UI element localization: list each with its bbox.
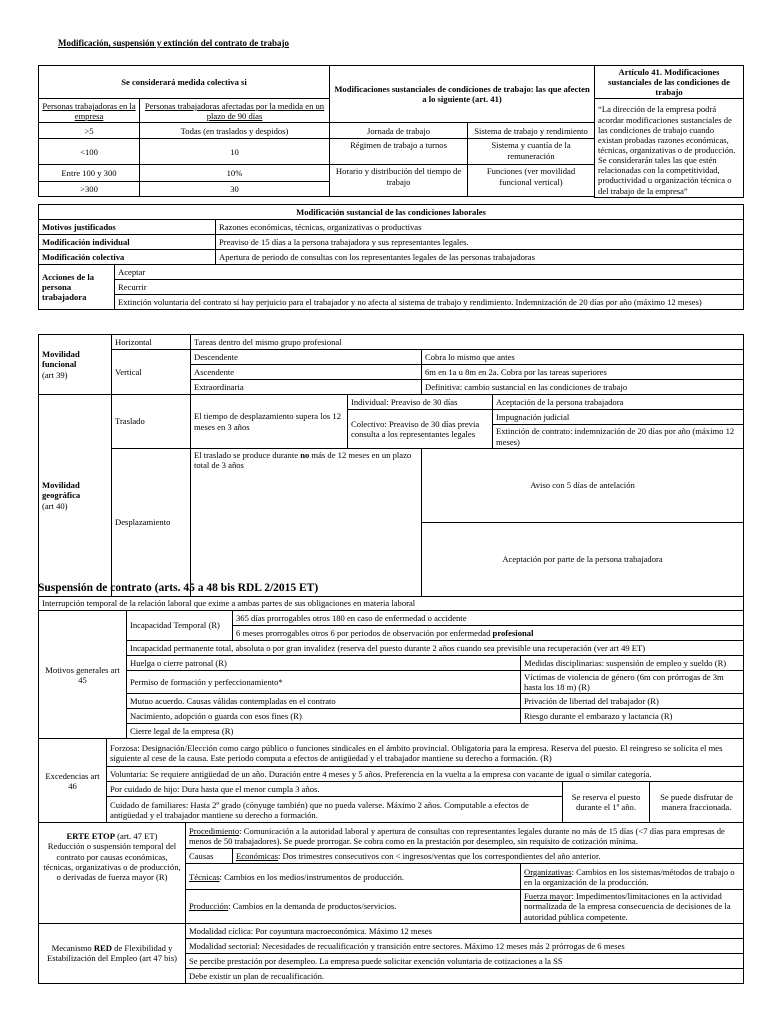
hijo: Por cuidado de hijo: Dura hasta que el menor cumpla 3 años. bbox=[107, 782, 563, 797]
cell: <100 bbox=[39, 139, 140, 165]
cell: >5 bbox=[39, 123, 140, 139]
motivo: Nacimiento, adopción o guarda con esos fines (R) bbox=[127, 709, 521, 724]
row-label: Modificación individual bbox=[39, 235, 216, 250]
accion-item: Aceptar bbox=[115, 265, 744, 280]
erte-label: ERTE ETOP (art. 47 ET) Reducción o suspensión temporal del contrato por causas económicas, técnicas, organizativas o de producción, o derivadas de fuerza mayor (R) bbox=[39, 823, 186, 923]
traslado-text: El tiempo de desplazamiento supera los 12 meses en 3 años bbox=[191, 395, 348, 449]
mod-item: Sistema y cuantía de la remuneración bbox=[468, 139, 595, 165]
cell: >300 bbox=[39, 181, 140, 196]
acciones-label: Acciones de la persona trabajadora bbox=[39, 265, 115, 310]
mod-item: Horario y distribución del tiempo de trabajo bbox=[330, 165, 468, 196]
it-row: 6 meses prorrogables otros 6 por periodos de observación por enfermedad profesional bbox=[233, 626, 744, 641]
mf-art: (art 39) bbox=[42, 369, 68, 380]
colectivo: Colectivo: Preaviso de 30 días previa consulta a los representantes legales bbox=[348, 410, 493, 449]
row-value: Preaviso de 15 días a la persona trabajadora y sus representantes legales. bbox=[216, 235, 744, 250]
row-label: Modificación colectiva bbox=[39, 250, 216, 265]
suspension-title: Suspensión de contrato (arts. 45 a 48 bis RDL 2/2015 ET) bbox=[38, 582, 319, 594]
ipt-row: Incapacidad permanente total, absoluta o por gran invalidez (reserva del puesto durante 2 años cuando sea previsible una recuperación (ver art 49 ET) bbox=[127, 641, 744, 656]
mod-item: Régimen de trabajo a turnos bbox=[330, 139, 468, 165]
cell: 6m en 1a u 8m en 2a. Cobra por las tareas superiores bbox=[422, 365, 744, 380]
familiares: Cuidado de familiares: Hasta 2º grado (cónyuge también) que no pueda valerse. Máximo 2 años. Computable a efectos de antigüedad y el trabajador mantiene su derecho a formación. bbox=[107, 797, 563, 823]
vertical-label: Vertical bbox=[112, 350, 191, 395]
mod-sust-header: Modificación sustancial de las condiciones laborales bbox=[39, 205, 744, 220]
mg-label: Movilidad geográfica bbox=[42, 480, 81, 501]
colectiva-header: Se considerará medida colectiva si bbox=[39, 66, 330, 99]
cell: Extraordinaria bbox=[191, 380, 422, 395]
art41-text: “La dirección de la empresa podrá acordar modificaciones sustanciales de las condiciones de trabajo cuando existan probadas razones económicas, técnicas, organizativas o de producción. Se considerarán tales las que estén relacionadas con la competitividad, productividad u organización técnica o del trabajo de la empresa” bbox=[595, 99, 744, 197]
produccion: Producción: Cambios en la demanda de productos/servicios. bbox=[186, 890, 521, 923]
mod-item: Sistema de trabajo y rendimiento bbox=[468, 123, 595, 139]
causas-label: Causas bbox=[186, 849, 233, 864]
colectiva-table bbox=[38, 65, 744, 198]
motivo: Víctimas de violencia de género (6m con prórrogas de 3m hasta los 18 m) (R) bbox=[521, 671, 744, 694]
horizontal-label: Horizontal bbox=[112, 335, 191, 350]
cell: Definitiva: cambio sustancial en las condiciones de trabajo bbox=[422, 380, 744, 395]
traslado-opt: Impugnación judicial bbox=[493, 410, 744, 425]
mod-item: Jornada de trabajo bbox=[330, 123, 468, 139]
desplazamiento-label: Desplazamiento bbox=[112, 449, 191, 597]
individual: Individual: Preaviso de 30 días bbox=[348, 395, 493, 410]
row-value: Razones económicas, técnicas, organizativas o productivas bbox=[216, 220, 744, 235]
despl-opt: Aceptación por parte de la persona trabajadora bbox=[422, 522, 744, 596]
excedencias-label: Excedencias art 46 bbox=[39, 739, 107, 823]
tecnicas: Técnicas: Cambios en los medios/instrumentos de producción. bbox=[186, 864, 521, 890]
traslado-opt: Aceptación de la persona trabajadora bbox=[493, 395, 744, 410]
procedimiento: Procedimiento: Comunicación a la autoridad laboral y apertura de consultas con representantes legales durante no más de 15 días (<7 días para empresas de menos de 50 trabajadores). Se puede prorrogar. Se cobra como en la prestación por desempleo, sin requisito de cotización mínima. bbox=[186, 823, 744, 849]
fraccion: Se puede disfrutar de manera fraccionada. bbox=[650, 782, 744, 823]
accion-item: Recurrir bbox=[115, 280, 744, 295]
despl-opt: Aviso con 5 días de antelación bbox=[422, 449, 744, 523]
modificacion-table bbox=[38, 204, 744, 310]
red-row: Debe existir un plan de recualificación. bbox=[186, 968, 744, 983]
mod-item: Funciones (ver movilidad funcional vertical) bbox=[468, 165, 595, 196]
cell: Ascendente bbox=[191, 365, 422, 380]
movilidad-geografica bbox=[39, 395, 112, 597]
horizontal-text: Tareas dentro del mismo grupo profesional bbox=[191, 335, 744, 350]
motivo: Permiso de formación y perfeccionamiento* bbox=[127, 671, 521, 694]
fuerza-mayor: Fuerza mayor: Impedimentos/limitaciones en la actividad normalizada de la empresa consecuencia de decisiones de la autoridad pública competente. bbox=[521, 890, 744, 923]
economicas: Económicas: Dos trimestres consecutivos con < ingresos/ventas que los correspondientes del año anterior. bbox=[233, 849, 744, 864]
suspension-intro: Interrupción temporal de la relación laboral que exime a ambas partes de sus obligaciones en materia laboral bbox=[39, 597, 744, 611]
motivo: Riesgo durante el embarazo y lactancia (R) bbox=[521, 709, 744, 724]
art41-header: Artículo 41. Modificaciones sustanciales de las condiciones de trabajo bbox=[595, 66, 744, 99]
movilidad-funcional bbox=[39, 335, 112, 395]
suspension-table bbox=[38, 596, 744, 984]
col-afectadas: Personas trabajadoras afectadas por la medida en un plazo de 90 días bbox=[140, 99, 330, 123]
row-label: Motivos justificados bbox=[39, 220, 216, 235]
cell: Cobra lo mismo que antes bbox=[422, 350, 744, 365]
motivos-label: Motivos generales art 45 bbox=[39, 611, 127, 739]
voluntaria: Voluntaria: Se requiere antigüedad de un año. Duración entre 4 meses y 5 años. Preferencia en la vuelta a la empresa con vacante de igual o similar categoría. bbox=[107, 767, 744, 782]
red-row: Modalidad cíclica: Por coyuntura macroeconómica. Máximo 12 meses bbox=[186, 923, 744, 938]
red-row: Modalidad sectorial: Necesidades de recualificación y transición entre sectores. Máximo 12 meses más 2 prórrogas de 6 meses bbox=[186, 938, 744, 953]
reserva: Se reserva el puesto durante el 1º año. bbox=[563, 782, 650, 823]
page-title: Modificación, suspensión y extinción del contrato de trabajo bbox=[58, 38, 289, 48]
it-row: 365 días prorrogables otros 180 en caso de enfermedad o accidente bbox=[233, 611, 744, 626]
col-personas: Personas trabajadoras en la empresa bbox=[39, 99, 140, 123]
red-label: Mecanismo RED de Flexibilidad y Estabilización del Empleo (art 47 bis) bbox=[39, 923, 186, 983]
traslado-label: Traslado bbox=[112, 395, 191, 449]
traslado-opt: Extinción de contrato: indemnización de 20 días por año (máximo 12 meses) bbox=[493, 425, 744, 449]
cell: 10 bbox=[140, 139, 330, 165]
forzosa: Forzosa: Designación/Elección como cargo público o funciones sindicales en el ámbito provincial. Obligatoria para la empresa. Reserva del puesto. El reingreso se solicita el mes siguiente al cese de la causa. Este periodo computa a efectos de antigüedad y el trabajador mantiene su derecho a formación. (R) bbox=[107, 739, 744, 767]
cell: 30 bbox=[140, 181, 330, 196]
cell: Entre 100 y 300 bbox=[39, 165, 140, 181]
motivo: Mutuo acuerdo. Causas válidas contempladas en el contrato bbox=[127, 694, 521, 709]
red-row: Se percibe prestación por desempleo. La empresa puede solicitar exención voluntaria de cotizaciones a la SS bbox=[186, 953, 744, 968]
motivo: Medidas disciplinarias: suspensión de empleo y sueldo (R) bbox=[521, 656, 744, 671]
mf-label: Movilidad funcional bbox=[42, 349, 80, 370]
mg-art: (art 40) bbox=[42, 500, 68, 511]
it-label: Incapacidad Temporal (R) bbox=[127, 611, 233, 641]
desplazamiento-text: El traslado se produce durante no más de 12 meses en un plazo total de 3 años bbox=[191, 449, 422, 597]
organizativas: Organizativas: Cambios en los sistemas/métodos de trabajo o en la organización de la producción. bbox=[521, 864, 744, 890]
cell: 10% bbox=[140, 165, 330, 181]
motivo: Cierre legal de la empresa (R) bbox=[127, 724, 744, 739]
mod-header: Modificaciones sustanciales de condiciones de trabajo: las que afecten a lo siguiente (art. 41) bbox=[330, 66, 595, 123]
movilidad-table bbox=[38, 334, 744, 597]
row-value: Apertura de periodo de consultas con los representantes legales de las personas trabajadoras bbox=[216, 250, 744, 265]
motivo: Huelga o cierre patronal (R) bbox=[127, 656, 521, 671]
cell: Descendente bbox=[191, 350, 422, 365]
cell: Todas (en traslados y despidos) bbox=[140, 123, 330, 139]
accion-item: Extinción voluntaria del contrato si hay perjuicio para el trabajador y no afecta al sistema de trabajo y rendimiento. Indemnización de 20 días por año (máximo 12 meses) bbox=[115, 295, 744, 310]
motivo: Privación de libertad del trabajador (R) bbox=[521, 694, 744, 709]
